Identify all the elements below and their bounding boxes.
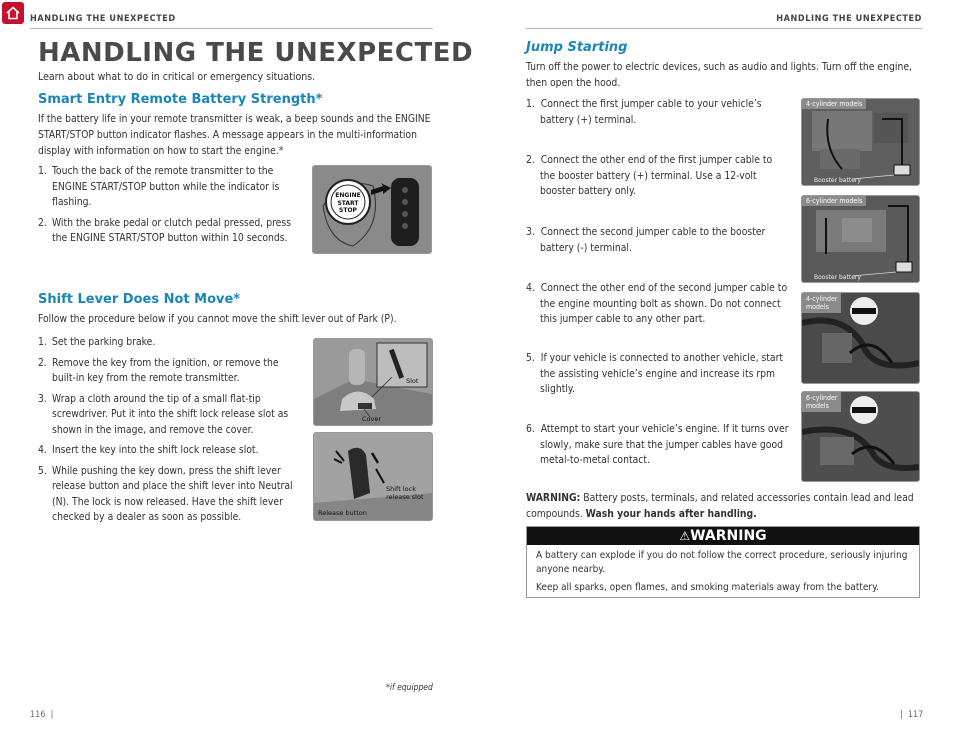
shift-lever-body: Follow the procedure below if you cannot move the shift lever out of Park (P). (38, 313, 397, 325)
jump-starting-intro: Turn off the power to electric devices, such as audio and lights. Turn off the engine, then open the hood. (526, 61, 912, 89)
footnote: *if equipped (386, 683, 433, 693)
remote-transmitter-figure (312, 165, 432, 254)
svg-text:Shift lock: Shift lock (386, 485, 416, 493)
warning-text-2: Keep all sparks, open flames, and smoking materials away from the battery. (536, 582, 879, 593)
list-item: 3. Connect the second jumper cable to the booster battery (-) terminal. (526, 226, 766, 254)
remote-battery-body: If the battery life in your remote transmitter is weak, a beep sounds and the ENGINE START/STOP button indicator flashes. A message appears in the multi-information display with information on how to start the engine.* (38, 113, 431, 157)
svg-text:Release button: Release button (318, 509, 367, 517)
list-item: 1. Touch the back of the remote transmitter to the ENGINE START/STOP button while the indicator is flashing. (38, 165, 280, 208)
list-item: 1. Connect the first jumper cable to your vehicle’s battery (+) terminal. (526, 98, 762, 126)
list-item: 2. Connect the other end of the first jumper cable to the booster battery (+) terminal. Use a 12-volt booster battery only. (526, 154, 773, 197)
section-heading-remote-battery: Smart Entry Remote Battery Strength* (38, 92, 323, 107)
list-item: 1. Set the parking brake. (38, 336, 156, 348)
svg-text:Booster battery: Booster battery (814, 177, 861, 184)
running-header-left: HANDLING THE UNEXPECTED (30, 14, 176, 24)
shift-lock-cover-figure (313, 338, 433, 426)
figure-label: 6-cylinder models (802, 392, 841, 412)
warning-text-1: A battery can explode if you do not follow the correct procedure, seriously injuring anyone nearby. (536, 550, 908, 575)
engine-6cyl-battery-figure (801, 195, 920, 283)
list-item: 2. With the brake pedal or clutch pedal pressed, press the ENGINE START/STOP button within 10 seconds. (38, 216, 292, 244)
home-button[interactable] (2, 2, 24, 24)
home-icon (5, 5, 21, 21)
list-item: 2. Remove the key from the ignition, or remove the built-in key from the remote transmitter. (38, 356, 279, 384)
svg-text:START: START (337, 200, 359, 207)
figure-label: 6-cylinder models (802, 196, 866, 206)
svg-text:Cover: Cover (362, 415, 382, 423)
svg-text:ENGINE: ENGINE (335, 192, 361, 199)
lead-warning-text: WARNING: Battery posts, terminals, and related accessories contain lead and lead compounds. Wash your hands after handling. (526, 492, 914, 520)
intro-text: Learn about what to do in critical or emergency situations. (38, 71, 316, 83)
header-rule-right (526, 28, 922, 29)
svg-text:Slot: Slot (406, 377, 419, 385)
engine-6cyl-ground-figure (801, 391, 920, 482)
list-item: 6. Attempt to start your vehicle’s engine. If it turns over slowly, make sure that the jumper cables have good metal-to-metal contact. (526, 423, 789, 466)
section-heading-jump-starting: Jump Starting (526, 40, 628, 55)
engine-4cyl-ground-figure (801, 292, 920, 384)
warning-box (526, 526, 920, 598)
list-item: 4. Connect the other end of the second jumper cable to the engine mounting bolt as shown. Do not connect this jumper cable to any other part. (526, 282, 788, 325)
shift-lock-release-figure (313, 432, 433, 521)
page-number-left: 116 | (30, 710, 54, 720)
running-header-right: HANDLING THE UNEXPECTED (776, 14, 922, 24)
shift-lever-steps (38, 335, 300, 531)
section-heading-shift-lever: Shift Lever Does Not Move* (38, 292, 241, 307)
figure-label: 4-cylinder models (802, 99, 866, 109)
header-rule-left (30, 28, 433, 29)
list-item: 4. Insert the key into the shift lock release slot. (38, 444, 259, 456)
warning-header: ⚠WARNING (527, 527, 919, 545)
figure-label: 4-cylinder models (802, 293, 841, 313)
list-item: 5. While pushing the key down, press the shift lever release button and place the shift lever into Neutral (N). The lock is now released. Have the shift lever checked by a dealer as soon as possible. (38, 464, 293, 523)
page-title: HANDLING THE UNEXPECTED (38, 38, 474, 68)
svg-text:release slot: release slot (386, 493, 424, 501)
warning-triangle-icon: ⚠ (679, 529, 691, 543)
page-number-right: | 117 (900, 710, 924, 720)
engine-4cyl-battery-figure (801, 98, 920, 186)
list-item: 5. If your vehicle is connected to another vehicle, start the assisting vehicle’s engine and increase its rpm slightly. (526, 352, 784, 395)
list-item: 3. Wrap a cloth around the tip of a small flat-tip screwdriver. Put it into the shift lock release slot as shown in the image, and remove the cover. (38, 392, 289, 436)
svg-text:Booster battery: Booster battery (814, 274, 861, 281)
svg-text:STOP: STOP (339, 207, 357, 214)
remote-battery-steps (38, 164, 300, 252)
